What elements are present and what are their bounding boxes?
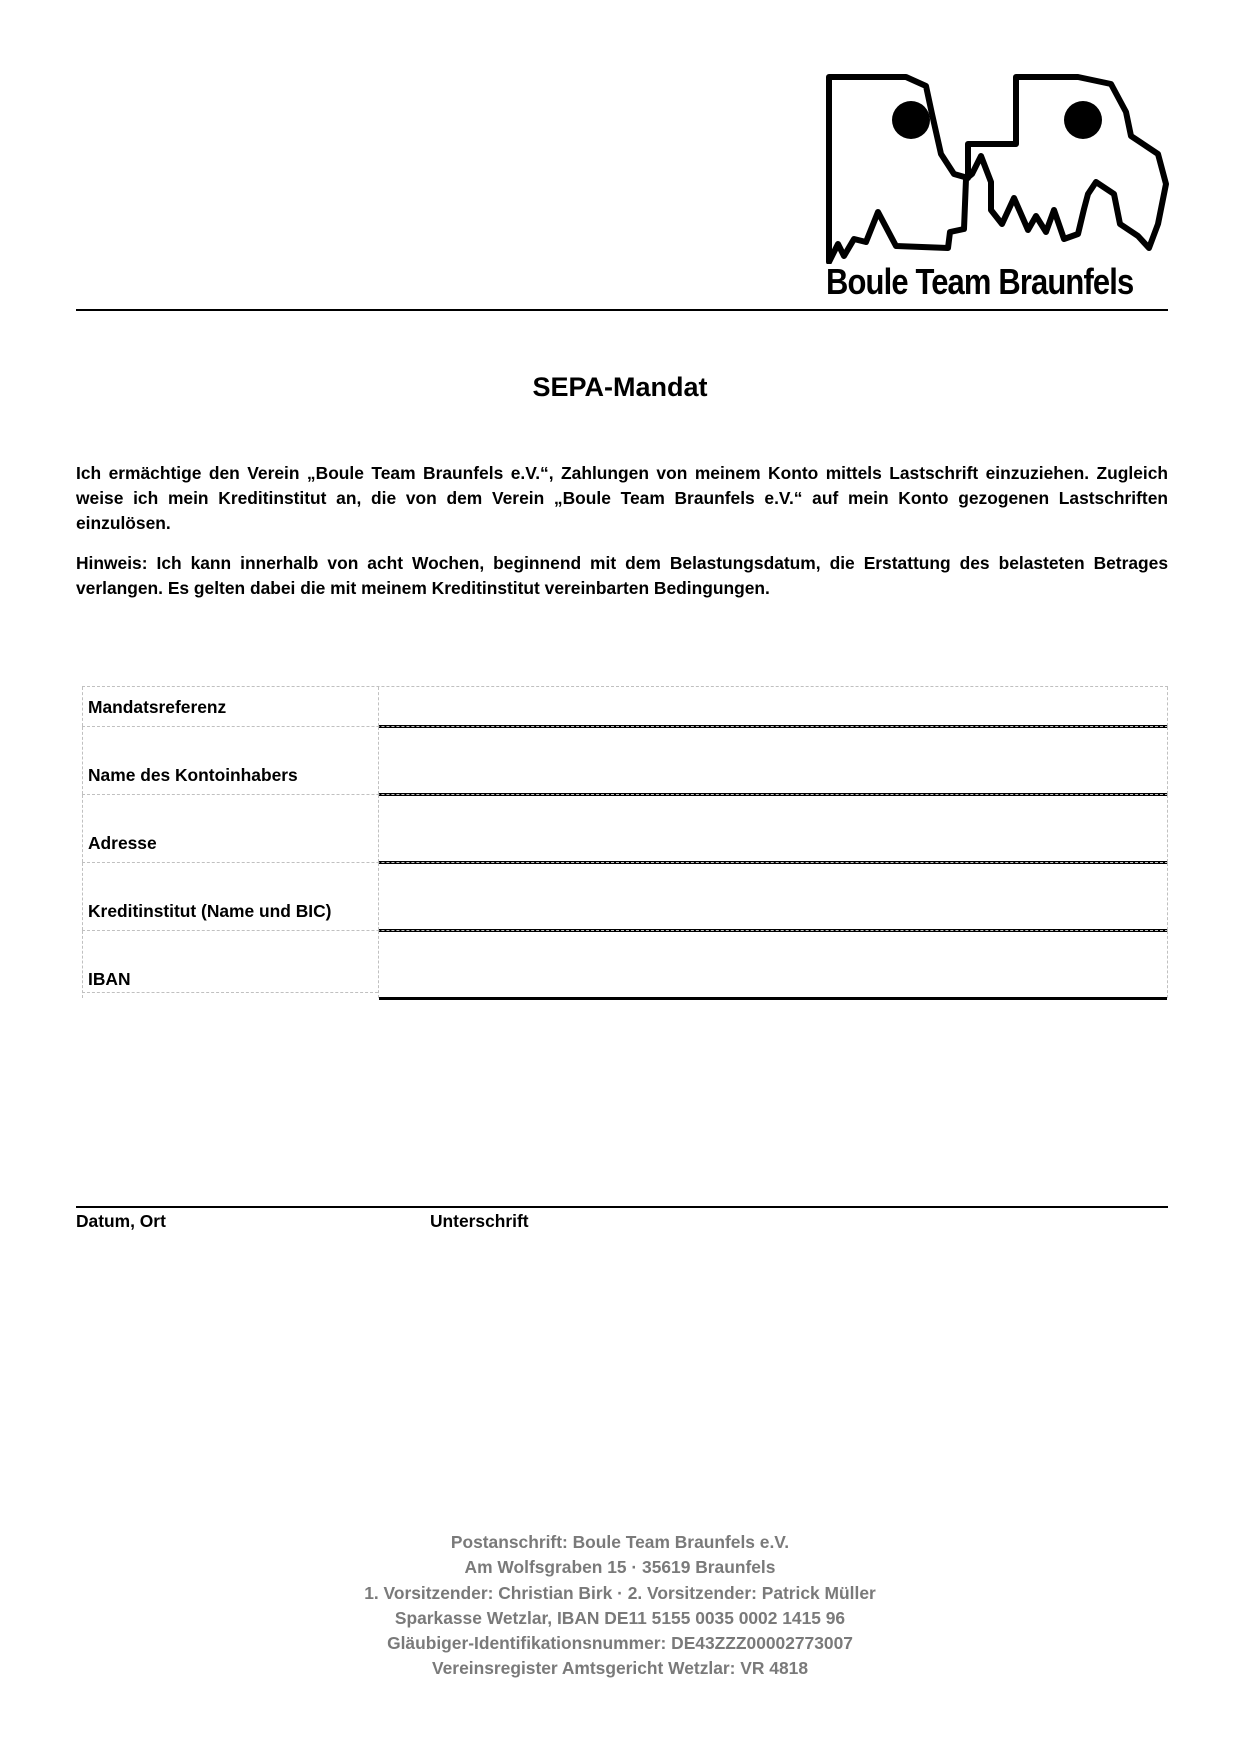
form-row-bank: [82, 862, 1168, 930]
field-label: IBAN: [88, 969, 131, 989]
footer-line: Vereinsregister Amtsgericht Wetzlar: VR 4818: [432, 1658, 808, 1679]
footer-line: 1. Vorsitzender: Christian Birk · 2. Vorsitzender: Patrick Müller: [364, 1582, 876, 1603]
footer-line: Sparkasse Wetzlar, IBAN DE11 5155 0035 0002 1415 96: [394, 1607, 846, 1628]
bank-bic-field[interactable]: [378, 863, 1168, 930]
footer-line: Postanschrift: Boule Team Braunfels e.V.: [450, 1532, 790, 1552]
signature-label: Unterschrift: [430, 1211, 529, 1231]
mandate-form: [82, 686, 1168, 998]
account-holder-field[interactable]: [378, 727, 1168, 794]
footer-line: Gläubiger-Identifikationsnummer: DE43ZZZ00002773007: [387, 1633, 853, 1654]
signature-line[interactable]: [76, 1206, 1168, 1208]
date-place-label: Datum, Ort: [76, 1211, 166, 1231]
form-row-address: [82, 794, 1168, 862]
form-bottom-border: [82, 992, 378, 993]
logo-text: Boule Team Braunfels: [826, 261, 1134, 302]
header-divider: [76, 309, 1168, 311]
page-title: SEPA-Mandat: [532, 372, 708, 402]
notice-text: Hinweis: Ich kann innerhalb von acht Wochen, beginnend mit dem Belastungsdatum, die Erstattung des belasteten Betrages verlangen. Es gelten dabei die mit meinem Kreditinstitut vereinbarten Bedingungen.: [76, 553, 1168, 598]
footer: [0, 1530, 1240, 1682]
field-label: Mandatsreferenz: [88, 697, 227, 717]
form-row-mandate-reference: [82, 686, 1168, 726]
field-label: Name des Kontoinhabers: [88, 765, 298, 785]
btb-monogram-icon: [826, 74, 1176, 264]
mandate-text: Ich ermächtige den Verein „Boule Team Braunfels e.V.“, Zahlungen von meinem Konto mittels Lastschrift einzuziehen. Zugleich weise ich mein Kreditinstitut an, die von dem Verein „Boule Team Braunfels e.V.“ auf mein Konto gezogenen Lastschriften einzulösen.: [76, 463, 1168, 533]
mandate-reference-field[interactable]: [378, 687, 1168, 726]
address-field[interactable]: [378, 795, 1168, 862]
iban-field[interactable]: [378, 931, 1168, 998]
field-label: Kreditinstitut (Name und BIC): [88, 901, 332, 921]
club-logo: [826, 74, 1176, 304]
form-row-account-holder: [82, 726, 1168, 794]
form-row-iban: [82, 930, 1168, 998]
field-label: Adresse: [88, 833, 157, 853]
footer-line: Am Wolfsgraben 15 · 35619 Braunfels: [464, 1557, 776, 1578]
